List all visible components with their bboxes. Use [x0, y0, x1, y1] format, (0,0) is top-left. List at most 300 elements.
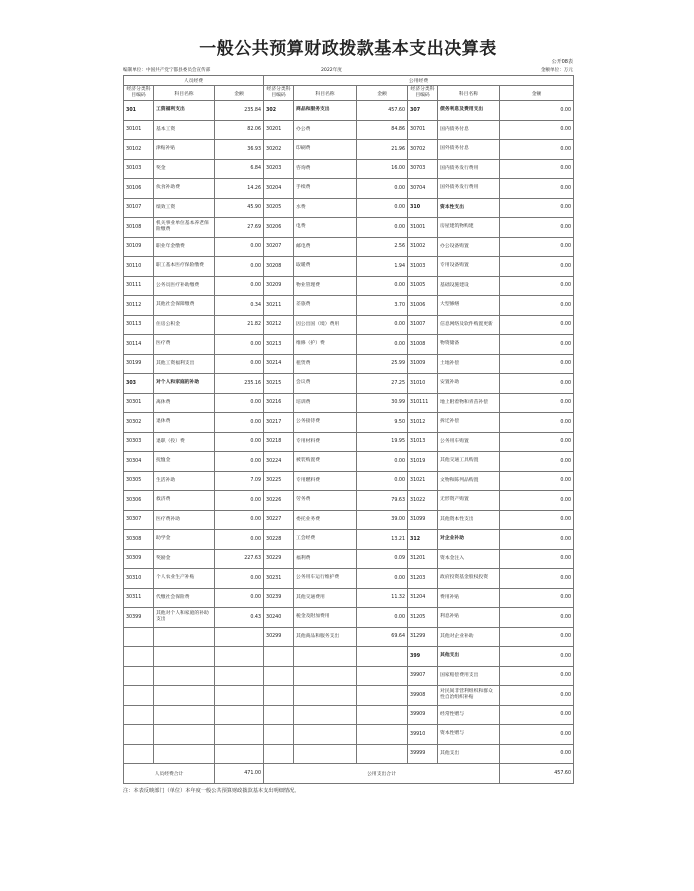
personnel-item-name: 伙食补助费: [154, 179, 215, 199]
public-a-item-code: 30240: [264, 608, 294, 628]
personnel-item-amount: 7.09: [215, 471, 264, 491]
personnel-item-code: [124, 744, 154, 764]
table-row: [124, 452, 574, 472]
public-a-item-name: 取暖费: [294, 257, 357, 277]
public-a-item-name: [294, 725, 357, 745]
personnel-item-name: 离休费: [154, 393, 215, 413]
public-a-item-code: 30209: [264, 276, 294, 296]
personnel-item-name: [154, 705, 215, 725]
public-b-item-name: 费用补贴: [438, 588, 500, 608]
personnel-item-code: 30311: [124, 588, 154, 608]
public-a-item-name: 办公费: [294, 120, 357, 140]
table-note: 注：本表反映部门（单位）本年度一般公共预算财政拨款基本支出明细情况。: [123, 787, 300, 794]
public-b-item-code: 31001: [408, 218, 438, 238]
personnel-item-code: 30106: [124, 179, 154, 199]
public-b-item-code: 39910: [408, 725, 438, 745]
public-b-item-code: 310111: [408, 393, 438, 413]
public-a-item-amount: 79.63: [357, 491, 408, 511]
public-a-item-name: 劳务费: [294, 491, 357, 511]
public-b-item-amount: 0.00: [500, 588, 574, 608]
public-a-item-code: 30207: [264, 237, 294, 257]
public-a-item-amount: 13.21: [357, 530, 408, 550]
public-a-item-amount: 1.94: [357, 257, 408, 277]
public-a-item-name: 咨询费: [294, 159, 357, 179]
table-row: [124, 120, 574, 140]
public-b-item-name: 土地补偿: [438, 354, 500, 374]
public-a-item-amount: 69.64: [357, 627, 408, 647]
public-a-item-code: 30201: [264, 120, 294, 140]
public-a-item-code: 30204: [264, 179, 294, 199]
personnel-item-name: [154, 666, 215, 686]
expenditure-table: [123, 75, 574, 784]
personnel-item-amount: 0.34: [215, 296, 264, 316]
public-a-item-name: 会议费: [294, 374, 357, 394]
public-a-item-name: [294, 705, 357, 725]
col-name: 科目名称: [294, 86, 357, 101]
public-b-item-amount: 0.00: [500, 432, 574, 452]
public-a-item-name: 公务接待费: [294, 413, 357, 433]
table-row: [124, 218, 574, 238]
table-row: [124, 686, 574, 706]
public-b-item-code: 399: [408, 647, 438, 667]
personnel-item-code: 30111: [124, 276, 154, 296]
public-b-item-amount: 0.00: [500, 666, 574, 686]
public-b-item-code: 310: [408, 198, 438, 218]
public-a-item-code: 30211: [264, 296, 294, 316]
public-b-item-name: 资本性支出: [438, 198, 500, 218]
public-b-item-amount: 0.00: [500, 510, 574, 530]
public-b-item-name: 办公设备购置: [438, 237, 500, 257]
public-b-item-code: 31203: [408, 569, 438, 589]
personnel-item-name: 津贴补贴: [154, 140, 215, 160]
personnel-item-name: [154, 744, 215, 764]
public-a-item-amount: 0.00: [357, 608, 408, 628]
public-a-item-name: [294, 647, 357, 667]
table-row: [124, 101, 574, 121]
table-row: [124, 549, 574, 569]
public-b-item-name: 利息补贴: [438, 608, 500, 628]
report-title: 一般公共预算财政拨款基本支出决算表: [199, 39, 497, 59]
public-a-item-code: [264, 744, 294, 764]
personnel-item-name: 职工基本医疗保险缴费: [154, 257, 215, 277]
personnel-item-amount: 0.00: [215, 510, 264, 530]
public-a-item-code: 30217: [264, 413, 294, 433]
public-a-item-name: 福利费: [294, 549, 357, 569]
public-b-item-amount: 0.00: [500, 374, 574, 394]
table-row: [124, 627, 574, 647]
public-b-item-code: 31012: [408, 413, 438, 433]
public-b-item-amount: 0.00: [500, 198, 574, 218]
col-code: 经济分类科目编码: [408, 86, 438, 101]
public-b-item-code: 31021: [408, 471, 438, 491]
table-row: [124, 588, 574, 608]
personnel-item-amount: 21.82: [215, 315, 264, 335]
personnel-item-code: 30301: [124, 393, 154, 413]
public-b-item-amount: 0.00: [500, 218, 574, 238]
personnel-item-name: 对个人和家庭的补助: [154, 374, 215, 394]
personnel-item-amount: 45.90: [215, 198, 264, 218]
personnel-item-amount: 0.00: [215, 452, 264, 472]
public-a-item-name: 培训费: [294, 393, 357, 413]
public-b-item-amount: 0.00: [500, 608, 574, 628]
public-a-item-code: 30225: [264, 471, 294, 491]
public-a-item-amount: [357, 705, 408, 725]
public-a-item-code: 30239: [264, 588, 294, 608]
public-b-item-code: 31205: [408, 608, 438, 628]
public-b-item-amount: 0.00: [500, 725, 574, 745]
public-b-item-amount: 0.00: [500, 413, 574, 433]
personnel-item-name: 基本工资: [154, 120, 215, 140]
public-a-item-amount: 2.56: [357, 237, 408, 257]
public-a-item-code: 30214: [264, 354, 294, 374]
public-b-item-code: 31006: [408, 296, 438, 316]
personnel-item-name: 医疗费补助: [154, 510, 215, 530]
public-b-item-code: 31005: [408, 276, 438, 296]
public-a-item-amount: 0.00: [357, 315, 408, 335]
table-row: [124, 315, 574, 335]
public-a-item-amount: 21.96: [357, 140, 408, 160]
personnel-item-code: 30309: [124, 549, 154, 569]
public-b-item-amount: 0.00: [500, 140, 574, 160]
personnel-item-name: 生活补助: [154, 471, 215, 491]
public-b-item-amount: 0.00: [500, 354, 574, 374]
public-a-item-code: 30213: [264, 335, 294, 355]
public-a-item-amount: 3.70: [357, 296, 408, 316]
personnel-item-code: 30307: [124, 510, 154, 530]
public-b-item-amount: 0.00: [500, 120, 574, 140]
public-b-item-code: 312: [408, 530, 438, 550]
public-b-item-name: 国内债务付息: [438, 120, 500, 140]
totals-row: [124, 764, 574, 784]
public-b-item-name: 安置补助: [438, 374, 500, 394]
public-b-item-code: 31099: [408, 510, 438, 530]
public-b-item-name: 信息网络及软件购置更新: [438, 315, 500, 335]
personnel-item-code: 30305: [124, 471, 154, 491]
public-b-item-amount: 0.00: [500, 296, 574, 316]
personnel-item-amount: [215, 725, 264, 745]
table-row: [124, 569, 574, 589]
public-b-item-amount: 0.00: [500, 491, 574, 511]
public-a-item-code: 30202: [264, 140, 294, 160]
personnel-item-amount: 36.93: [215, 140, 264, 160]
col-code: 经济分类科目编码: [124, 86, 154, 101]
public-a-item-amount: 19.95: [357, 432, 408, 452]
public-a-item-name: 差旅费: [294, 296, 357, 316]
personnel-item-code: 303: [124, 374, 154, 394]
public-a-item-name: [294, 686, 357, 706]
personnel-item-name: 助学金: [154, 530, 215, 550]
public-a-item-code: [264, 666, 294, 686]
col-name: 科目名称: [438, 86, 500, 101]
public-b-item-amount: 0.00: [500, 237, 574, 257]
public-a-item-amount: 11.32: [357, 588, 408, 608]
form-number: 公开08表: [551, 59, 573, 65]
personnel-item-name: 医疗费: [154, 335, 215, 355]
public-a-item-amount: 0.00: [357, 179, 408, 199]
personnel-item-amount: 0.00: [215, 588, 264, 608]
personnel-item-code: 30108: [124, 218, 154, 238]
public-b-item-name: 政府投资基金股权投资: [438, 569, 500, 589]
personnel-item-amount: 0.00: [215, 491, 264, 511]
personnel-item-name: [154, 725, 215, 745]
public-b-item-name: 其他对企业补助: [438, 627, 500, 647]
personnel-item-amount: [215, 744, 264, 764]
public-b-item-amount: 0.00: [500, 471, 574, 491]
public-a-item-code: 30203: [264, 159, 294, 179]
personnel-item-name: 代缴社会保险费: [154, 588, 215, 608]
personnel-item-name: 住房公积金: [154, 315, 215, 335]
table-row: [124, 198, 574, 218]
public-b-item-name: 国内债务发行费用: [438, 159, 500, 179]
personnel-item-code: 30107: [124, 198, 154, 218]
public-a-item-code: [264, 647, 294, 667]
public-a-item-code: 30299: [264, 627, 294, 647]
public-group-header: 公用经费: [264, 76, 574, 86]
personnel-item-name: 其他对个人和家庭的补助支出: [154, 608, 215, 628]
public-a-item-code: 30206: [264, 218, 294, 238]
public-a-item-name: 其他商品和服务支出: [294, 627, 357, 647]
public-a-item-name: 电费: [294, 218, 357, 238]
public-b-item-name: 其他支出: [438, 647, 500, 667]
public-a-item-name: 物业管理费: [294, 276, 357, 296]
public-a-item-code: 30205: [264, 198, 294, 218]
personnel-item-code: 30103: [124, 159, 154, 179]
personnel-item-code: 30310: [124, 569, 154, 589]
personnel-item-name: [154, 686, 215, 706]
public-b-item-code: 30704: [408, 179, 438, 199]
personnel-total-amount: 471.00: [215, 764, 264, 784]
public-b-item-name: 资本性赠与: [438, 725, 500, 745]
personnel-item-code: [124, 647, 154, 667]
personnel-item-code: 30102: [124, 140, 154, 160]
public-a-item-amount: 0.00: [357, 218, 408, 238]
public-b-item-amount: 0.00: [500, 276, 574, 296]
personnel-item-amount: 0.00: [215, 354, 264, 374]
personnel-item-name: 奖励金: [154, 549, 215, 569]
public-a-item-code: 30229: [264, 549, 294, 569]
personnel-item-amount: [215, 686, 264, 706]
table-row: [124, 744, 574, 764]
personnel-item-amount: [215, 666, 264, 686]
table-body: [124, 101, 574, 764]
public-a-item-code: 30227: [264, 510, 294, 530]
personnel-item-amount: 0.00: [215, 413, 264, 433]
public-b-item-name: 对企业补助: [438, 530, 500, 550]
table-row: [124, 666, 574, 686]
public-a-item-amount: 25.99: [357, 354, 408, 374]
personnel-item-name: 其他社会保障缴费: [154, 296, 215, 316]
report-year: 2022年度: [321, 68, 342, 73]
public-a-item-code: [264, 705, 294, 725]
personnel-item-name: 其他工资福利支出: [154, 354, 215, 374]
public-b-item-code: 31003: [408, 257, 438, 277]
personnel-item-amount: 6.84: [215, 159, 264, 179]
public-a-item-amount: 0.00: [357, 276, 408, 296]
public-a-item-amount: [357, 666, 408, 686]
col-code: 经济分类科目编码: [264, 86, 294, 101]
public-a-item-name: 专用材料费: [294, 432, 357, 452]
public-a-item-name: 手续费: [294, 179, 357, 199]
public-b-item-amount: 0.00: [500, 101, 574, 121]
public-a-item-amount: 0.00: [357, 569, 408, 589]
public-a-item-name: 其他交通费用: [294, 588, 357, 608]
personnel-item-name: 奖金: [154, 159, 215, 179]
personnel-item-name: 绩效工资: [154, 198, 215, 218]
public-a-item-code: 30228: [264, 530, 294, 550]
table-row: [124, 510, 574, 530]
public-a-item-code: 30231: [264, 569, 294, 589]
public-b-item-name: 其他交通工具购置: [438, 452, 500, 472]
personnel-item-name: 工资福利支出: [154, 101, 215, 121]
table-row: [124, 608, 574, 628]
table-row: [124, 276, 574, 296]
public-a-item-code: 30224: [264, 452, 294, 472]
table-row: [124, 257, 574, 277]
personnel-item-amount: 82.06: [215, 120, 264, 140]
public-b-item-name: 公务用车购置: [438, 432, 500, 452]
personnel-item-code: 30399: [124, 608, 154, 628]
personnel-item-amount: 0.00: [215, 530, 264, 550]
personnel-item-code: 30308: [124, 530, 154, 550]
public-b-item-amount: 0.00: [500, 705, 574, 725]
public-b-item-code: 39909: [408, 705, 438, 725]
public-b-item-amount: 0.00: [500, 257, 574, 277]
table-row: [124, 140, 574, 160]
public-b-item-name: 债务利息及费用支出: [438, 101, 500, 121]
table-row: [124, 491, 574, 511]
public-a-item-name: 专用燃料费: [294, 471, 357, 491]
public-b-item-code: 307: [408, 101, 438, 121]
col-name: 科目名称: [154, 86, 215, 101]
personnel-item-code: [124, 686, 154, 706]
public-b-item-code: 31299: [408, 627, 438, 647]
personnel-item-amount: 235.16: [215, 374, 264, 394]
table-row: [124, 725, 574, 745]
public-a-item-name: 税金及附加费用: [294, 608, 357, 628]
public-a-item-code: 30212: [264, 315, 294, 335]
public-b-item-amount: 0.00: [500, 549, 574, 569]
personnel-item-name: [154, 627, 215, 647]
public-b-item-amount: 0.00: [500, 686, 574, 706]
personnel-item-code: 30114: [124, 335, 154, 355]
public-total-amount: 457.60: [500, 764, 574, 784]
public-b-item-name: 物资储备: [438, 335, 500, 355]
public-b-item-code: 31002: [408, 237, 438, 257]
public-b-item-amount: 0.00: [500, 315, 574, 335]
personnel-item-code: 30101: [124, 120, 154, 140]
personnel-item-amount: 0.43: [215, 608, 264, 628]
personnel-item-amount: 27.69: [215, 218, 264, 238]
table-row: [124, 413, 574, 433]
personnel-item-name: 救济费: [154, 491, 215, 511]
public-b-item-name: 专用设备购置: [438, 257, 500, 277]
personnel-item-name: 公务员医疗补助缴费: [154, 276, 215, 296]
table-row: [124, 179, 574, 199]
public-b-item-code: 31022: [408, 491, 438, 511]
public-b-item-name: 对民间非营利组织和群众性自治组织补贴: [438, 686, 500, 706]
personnel-item-code: 301: [124, 101, 154, 121]
public-b-item-name: 地上附着物和青苗补偿: [438, 393, 500, 413]
public-a-item-code: [264, 725, 294, 745]
personnel-item-code: 30302: [124, 413, 154, 433]
public-a-item-name: 租赁费: [294, 354, 357, 374]
personnel-item-amount: 0.00: [215, 257, 264, 277]
public-b-item-code: 31204: [408, 588, 438, 608]
table-row: [124, 374, 574, 394]
public-a-item-amount: [357, 647, 408, 667]
public-a-item-amount: 9.50: [357, 413, 408, 433]
public-b-item-code: 30702: [408, 140, 438, 160]
public-b-item-amount: 0.00: [500, 530, 574, 550]
public-a-item-amount: 0.00: [357, 335, 408, 355]
personnel-item-name: 退职（役）费: [154, 432, 215, 452]
public-b-item-code: 31201: [408, 549, 438, 569]
public-a-item-name: 维修（护）费: [294, 335, 357, 355]
personnel-item-amount: 0.00: [215, 335, 264, 355]
public-b-item-amount: 0.00: [500, 569, 574, 589]
public-a-item-amount: [357, 725, 408, 745]
personnel-item-amount: 227.63: [215, 549, 264, 569]
public-b-item-amount: 0.00: [500, 452, 574, 472]
public-b-item-amount: 0.00: [500, 627, 574, 647]
public-b-item-amount: 0.00: [500, 393, 574, 413]
public-b-item-code: 30703: [408, 159, 438, 179]
table-row: [124, 393, 574, 413]
personnel-item-amount: 0.00: [215, 569, 264, 589]
public-b-item-code: 31009: [408, 354, 438, 374]
public-a-item-amount: 30.99: [357, 393, 408, 413]
public-b-item-amount: 0.00: [500, 647, 574, 667]
public-a-item-amount: 39.00: [357, 510, 408, 530]
personnel-item-code: 30110: [124, 257, 154, 277]
public-a-item-amount: 0.00: [357, 452, 408, 472]
col-amount: 金额: [500, 86, 574, 101]
public-b-item-name: 文物和陈列品购置: [438, 471, 500, 491]
table-row: [124, 159, 574, 179]
public-b-item-name: 基础设施建设: [438, 276, 500, 296]
col-amount: 金额: [215, 86, 264, 101]
personnel-item-name: 职业年金缴费: [154, 237, 215, 257]
personnel-item-code: 30304: [124, 452, 154, 472]
table-row: [124, 705, 574, 725]
public-a-item-code: 30226: [264, 491, 294, 511]
table-row: [124, 530, 574, 550]
public-b-item-name: 经常性赠与: [438, 705, 500, 725]
personnel-item-code: [124, 725, 154, 745]
public-a-item-code: 302: [264, 101, 294, 121]
table-row: [124, 237, 574, 257]
public-b-item-code: 39908: [408, 686, 438, 706]
public-b-item-name: 国外债务付息: [438, 140, 500, 160]
public-a-item-name: [294, 744, 357, 764]
personnel-item-amount: 0.00: [215, 276, 264, 296]
personnel-item-amount: [215, 627, 264, 647]
public-a-item-name: 被装购置费: [294, 452, 357, 472]
personnel-item-amount: 0.00: [215, 432, 264, 452]
personnel-item-amount: 0.00: [215, 393, 264, 413]
table-row: [124, 647, 574, 667]
public-a-item-name: 公务用车运行维护费: [294, 569, 357, 589]
personnel-item-code: 30306: [124, 491, 154, 511]
public-a-item-amount: 0.09: [357, 549, 408, 569]
public-b-item-name: 其他资本性支出: [438, 510, 500, 530]
personnel-item-name: 抚恤金: [154, 452, 215, 472]
public-b-item-code: 31007: [408, 315, 438, 335]
public-b-item-code: 31010: [408, 374, 438, 394]
personnel-item-code: 30113: [124, 315, 154, 335]
public-a-item-amount: [357, 686, 408, 706]
public-b-item-amount: 0.00: [500, 159, 574, 179]
